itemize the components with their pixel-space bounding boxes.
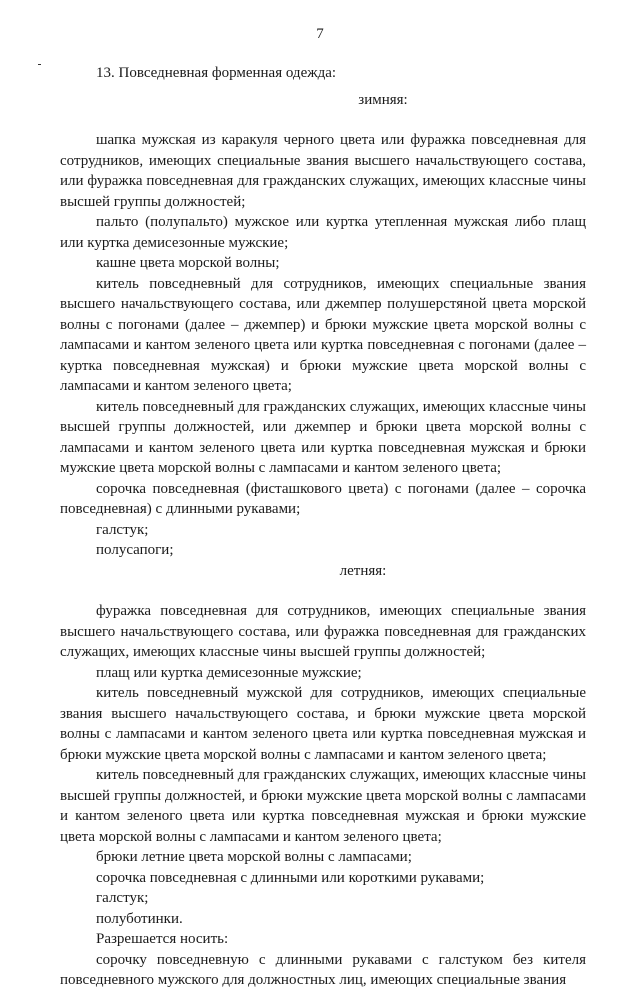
winter-item: полусапоги; xyxy=(96,542,174,558)
winter-item: кашне цвета морской волны; xyxy=(96,255,280,271)
winter-item: сорочка повседневная (фисташкового цвета) с погонами (далее – сорочка повседневная) с длинными рукавами; xyxy=(60,480,586,517)
summer-item: брюки летние цвета морской волны с лампасами; xyxy=(96,849,412,865)
winter-item: шапка мужская из каракуля черного цвета или фуражка повседневная для сотрудников, имеющих специальные звания высшего начальствующего состава, или фуражка повседневная для гражданских служащих, имеющих классные чины высшей группы должностей; xyxy=(60,132,586,210)
summer-item: полуботинки. xyxy=(96,910,183,927)
winter-item: китель повседневный для гражданских служащих, имеющих классные чины высшей группы должностей, или джемпер и брюки цвета морской волны с лампасами и кантом зеленого цвета или куртка повседневная мужская и брюки мужские цвета морской волны с лампасами и кантом зеленого цвета; xyxy=(60,398,586,476)
winter-item: галстук; xyxy=(96,521,149,538)
page-number: 7 xyxy=(316,26,324,42)
summer-item: китель повседневный для гражданских служащих, имеющих классные чины высшей группы должностей, и брюки мужские цвета морской волны с лампасами и кантом зеленого цвета или куртка повседневная мужская и брюки мужские цвета морской волны с лампасами и кантом зеленого цвета; xyxy=(60,767,586,845)
summer-item: китель повседневный мужской для сотрудников, имеющих специальные звания высшего начальствующего состава, и брюки мужские цвета морской волны с лампасами и кантом зеленого цвета или куртка повседневная мужская и брюки мужские цвета морской волны с лампасами и кантом зеленого цвета; xyxy=(60,685,586,763)
winter-item: китель повседневный для сотрудников, имеющих специальные звания высшего начальствующего состава, или джемпер полушерстяной цвета морской волны с погонами (далее – джемпер) и брюки мужские цвета морской волны с лампасами и кантом зеленого цвета или куртка повседневная с погонами (далее – куртка повседневная мужская) и брюки мужские цвета морской волны с лампасами и кантом зеленого цвета; xyxy=(60,275,586,394)
summer-item: фуражка повседневная для сотрудников, имеющих специальные звания высшего начальствующего состава, или фуражка повседневная для гражданских служащих, имеющих классные чины высшей группы должностей; xyxy=(60,603,586,660)
summer-item: плащ или куртка демисезонные мужские; xyxy=(96,664,362,681)
summer-item: галстук; xyxy=(96,890,149,906)
scan-mark xyxy=(38,64,41,65)
summer-item: сорочка повседневная с длинными или короткими рукавами; xyxy=(96,869,485,886)
allowed-item: сорочку повседневную с длинными рукавами с галстуком без кителя повседневного мужского для должностных лиц, имеющих специальные звания xyxy=(60,951,586,988)
summer-title: летняя: xyxy=(339,562,387,579)
section-heading: 13. Повседневная форменная одежда: xyxy=(96,65,337,81)
allowed-title: Разрешается носить: xyxy=(96,931,229,947)
spacer xyxy=(60,120,586,130)
spacer xyxy=(60,591,586,601)
winter-item: пальто (полупальто) мужское или куртка утепленная мужская либо плащ или куртка демисезонные мужские; xyxy=(60,214,586,251)
document-body xyxy=(60,63,586,991)
winter-title: зимняя: xyxy=(358,91,408,108)
